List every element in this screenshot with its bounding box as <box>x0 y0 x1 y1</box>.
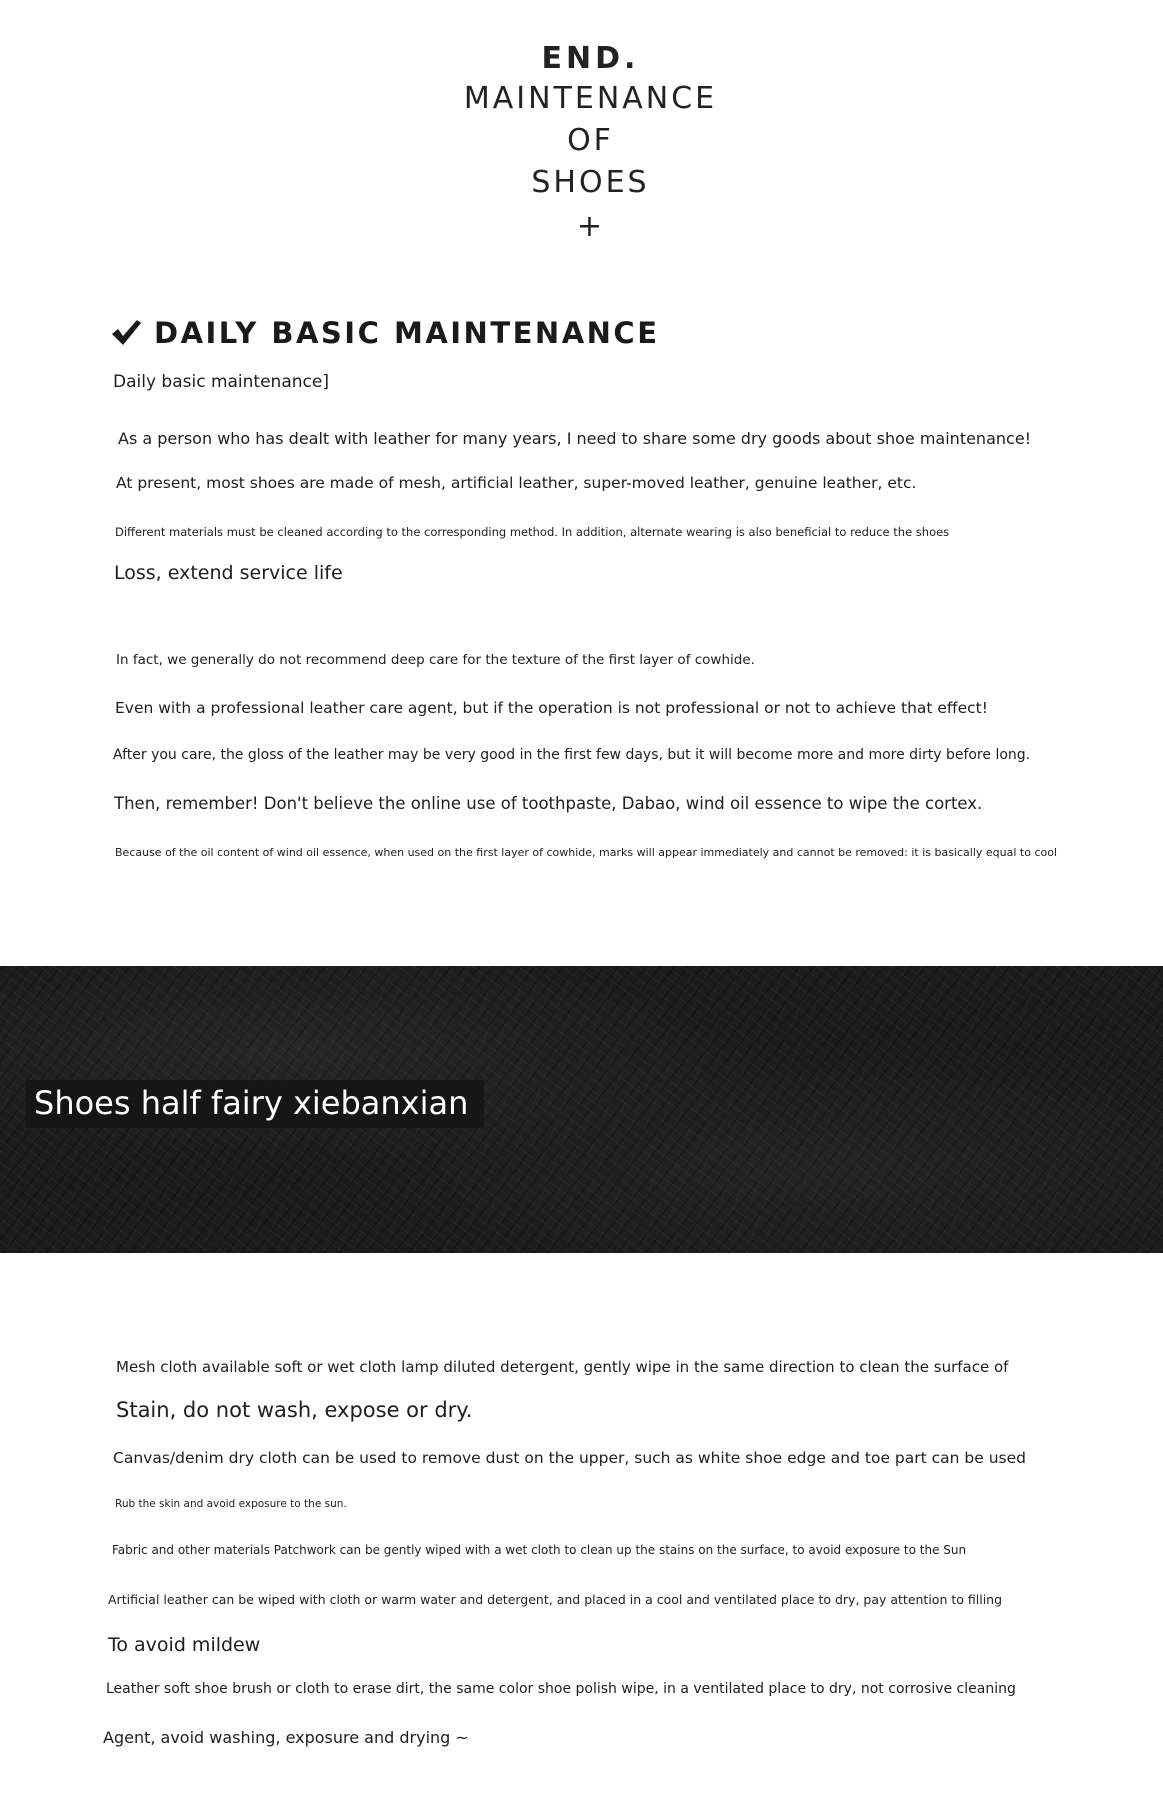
paragraph-line: Artificial leather can be wiped with cloth or warm water and detergent, and placed in a cool and ventilated place to dry, pay attention to filling <box>108 1592 1003 1607</box>
paragraph-line: Fabric and other materials Patchwork can be gently wiped with a wet cloth to clean up the stains on the surface, to avoid exposure to the Sun <box>112 1543 967 1557</box>
section-heading-text: DAILY BASIC MAINTENANCE <box>154 316 660 350</box>
paragraph-line: Leather soft shoe brush or cloth to erase dirt, the same color shoe polish wipe, in a ventilated place to dry, not corrosive cleaning <box>106 1681 1016 1697</box>
paragraph-line: Stain, do not wash, expose or dry. <box>116 1398 473 1422</box>
paragraph-line: After you care, the gloss of the leather may be very good in the first few days, but it will become more and more dirty before long. <box>113 747 1031 763</box>
paragraph-line: Agent, avoid washing, exposure and drying ~ <box>103 1728 469 1747</box>
check-icon <box>110 318 142 348</box>
paragraph-line: Even with a professional leather care agent, but if the operation is not professional or not to achieve that effect! <box>115 699 988 717</box>
paragraph-line: Daily basic maintenance] <box>113 372 329 392</box>
paragraph-line: Loss, extend service life <box>114 562 343 584</box>
paragraph-line: As a person who has dealt with leather for many years, I need to share some dry goods about shoe maintenance! <box>118 429 1032 448</box>
paragraph-line: In fact, we generally do not recommend deep care for the texture of the first layer of cowhide. <box>116 652 755 668</box>
paragraph-line: To avoid mildew <box>108 1634 261 1656</box>
brand-logo-text: END. <box>541 41 640 76</box>
paragraph-line: Then, remember! Don't believe the online use of toothpaste, Dabao, wind oil essence to wipe the cortex. <box>114 794 983 813</box>
paragraph-line: Because of the oil content of wind oil essence, when used on the first layer of cowhide, marks will appear immediately and cannot be removed: it is basically equal to cool <box>115 846 1058 859</box>
paragraph-line: Canvas/denim dry cloth can be used to remove dust on the upper, such as white shoe edge and toe part can be used <box>113 1449 1026 1467</box>
paragraph-line: Rub the skin and avoid exposure to the sun. <box>115 1498 347 1510</box>
title-line-2: OF <box>567 123 614 158</box>
plus-icon: + <box>576 209 603 244</box>
title-line-3: SHOES <box>531 165 650 200</box>
paragraph-line: Mesh cloth available soft or wet cloth lamp diluted detergent, gently wipe in the same direction to clean the surface of <box>116 1358 1009 1376</box>
section-heading <box>110 316 660 350</box>
paragraph-line: At present, most shoes are made of mesh, artificial leather, super-moved leather, genuine leather, etc. <box>116 474 917 492</box>
leather-texture-banner <box>0 966 1163 1253</box>
title-line-1: MAINTENANCE <box>463 81 718 116</box>
page-header <box>0 40 1163 248</box>
banner-watermark-label: Shoes half fairy xiebanxian <box>26 1080 484 1128</box>
paragraph-line: Different materials must be cleaned according to the corresponding method. In addition, alternate wearing is also beneficial to reduce the shoes <box>115 525 950 539</box>
